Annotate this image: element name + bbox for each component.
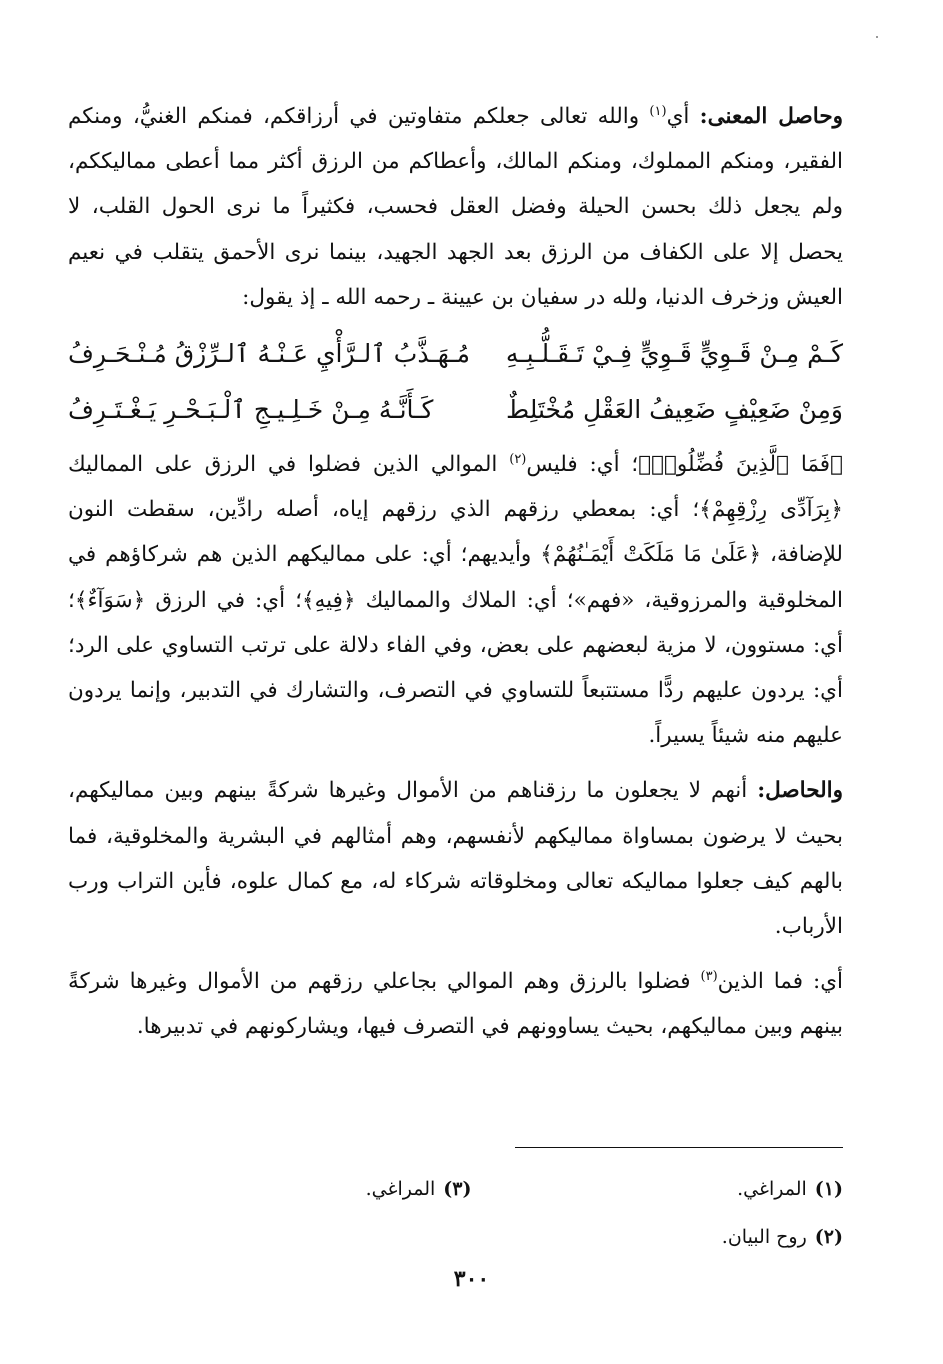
footnote xyxy=(453,1213,843,1261)
paragraph-text: أنهم لا يجعلون ما رزقناهم من الأموال وغيرها شركةً بينهم وبين مماليكهم، بحيث لا يرضون بمساواة مماليكهم لأنفسهم، وهم أمثالهم في البشرية والمخلوقية، فما بالهم كيف جعلوا مماليكه تعالى ومخلوقاته شركاء له، مع كمال علوه، فأين التراب ورب الأرباب. xyxy=(68,778,843,940)
paragraph-text: أي xyxy=(666,104,690,129)
footnote xyxy=(472,1165,844,1213)
poem xyxy=(68,326,843,438)
footnote-marker: (٣) xyxy=(700,969,718,985)
quran-quote: ﴿بِرَآدِّى رِزْقِهِمْ﴾ xyxy=(699,497,843,523)
paragraph-text: ؛ أي: مستوون، لا مزية لبعضهم على بعض، وفي الفاء دلالة على ترتب التساوي على الرد؛ أي: يردون عليهم ردًّا مستتبعاً للتساوي في التصرف، والتشارك في التدبير، وإنما يردون عليهم منه شيئاً يسيراً. xyxy=(68,587,843,749)
footnote-text: روح البيان. xyxy=(721,1226,807,1248)
paragraph-text: ؛ أي: بمعطي رزقهم الذي رزقهم إياه، أصله رادِّين، سقطت النون للإضافة، xyxy=(68,497,843,568)
footnote-marker: (١) xyxy=(649,103,667,119)
paragraph-text: الموالي الذين فضلوا في الرزق على المماليك xyxy=(68,452,498,478)
footnote xyxy=(100,1165,472,1213)
quran-quote: ﴿فِيهِ﴾ xyxy=(302,587,356,613)
footnote-separator xyxy=(515,1147,843,1148)
quran-quote: ﴿فَمَا ٱلَّذِينَ فُضِّلُوا۟﴾ xyxy=(638,452,843,478)
poem-hemistich: كَـأَنَّـهُ مِـنْ خَـلِـيـجِ ٱلْـبَـحْـرِ يَـغْـتَـرِفُ xyxy=(68,395,434,425)
footnote-marker: (٢) xyxy=(509,451,527,467)
paragraph-meaning-summary xyxy=(68,94,843,320)
paragraph-conclusion xyxy=(68,768,843,949)
footnotes xyxy=(100,1165,843,1261)
paragraph-text: وأيديهم؛ أي: على مماليكهم الذين هم شركاؤهم في المخلوقية والمرزوقية، «فهم»؛ أي: الملاك والمماليك xyxy=(68,542,844,613)
main-text xyxy=(68,94,843,1050)
paragraph-lead: والحاصل: xyxy=(757,778,843,804)
footnote-number: (٣) xyxy=(443,1178,472,1200)
paragraph-text: أي: فما الذين xyxy=(717,969,843,995)
paragraph-alternate-meaning xyxy=(68,959,843,1049)
poem-hemistich: كَـمْ مِـنْ قَـوِيٍّ قَـوِيٍّ فِـيْ تَـقَـلُّـبِـهِ xyxy=(505,339,843,369)
footnote-number: (٢) xyxy=(814,1226,843,1248)
paragraph-text: ؛ أي: فليس xyxy=(526,452,639,478)
quran-quote: ﴿سَوَآءٌ﴾ xyxy=(74,587,146,613)
footnote-text: المراغي. xyxy=(365,1178,436,1200)
scan-speck xyxy=(876,36,878,38)
poem-verse xyxy=(68,382,843,438)
page-number: ٣٠٠ xyxy=(453,1266,490,1292)
paragraph-text: والله تعالى جعلكم متفاوتين في أرزاقكم، فمنكم الغنيُّ، ومنكم الفقير، ومنكم المملوك، ومنكم المالك، وأعطاكم من الرزق أكثر مما أعطى مماليككم، ولم يجعل ذلك بحسن الحيلة وفضل العقل فحسب، فكثيراً ما نرى الحول القلب، لا يحصل إلا على الكفاف من الرزق بعد الجهد الجهيد، بينما نرى الأحمق يتقلب في نعيم العيش وزخرف الدنيا، ولله در سفيان بن عيينة ـ رحمه الله ـ إذ يقول: xyxy=(68,104,843,310)
footnote-row xyxy=(100,1165,843,1213)
poem-hemistich: وَمِنْ ضَعِيْفٍ ضَعِيفُ العَقْلِ مُخْتَلِطٌ xyxy=(506,395,843,425)
paragraph-text: فضلوا بالرزق وهم الموالي بجاعلي رزقهم من الأموال وغيرها شركةً بينهم وبين مماليكهم، بحيث يساوونهم في التصرف فيها، ويشاركونهم في تدبيرها. xyxy=(68,969,843,1040)
quran-quote: ﴿عَلَىٰ مَا مَلَكَتْ أَيْمَـٰنُهُمْ﴾ xyxy=(540,542,762,568)
paragraph-verse-explanation xyxy=(68,442,843,758)
paragraph-lead: وحاصل المعنى: xyxy=(699,104,843,129)
footnote-text: المراغي. xyxy=(737,1178,807,1200)
poem-hemistich: مُـهَـذَّبُ ٱلـرَّأْيِ عَـنْـهُ ٱلـرِّزْقُ مُـنْـحَـرِفُ xyxy=(68,339,471,369)
poem-verse xyxy=(68,326,843,382)
footnote-row xyxy=(100,1213,843,1261)
paragraph-text: ؛ أي: في الرزق xyxy=(155,587,302,613)
footnote-number: (١) xyxy=(814,1178,843,1200)
